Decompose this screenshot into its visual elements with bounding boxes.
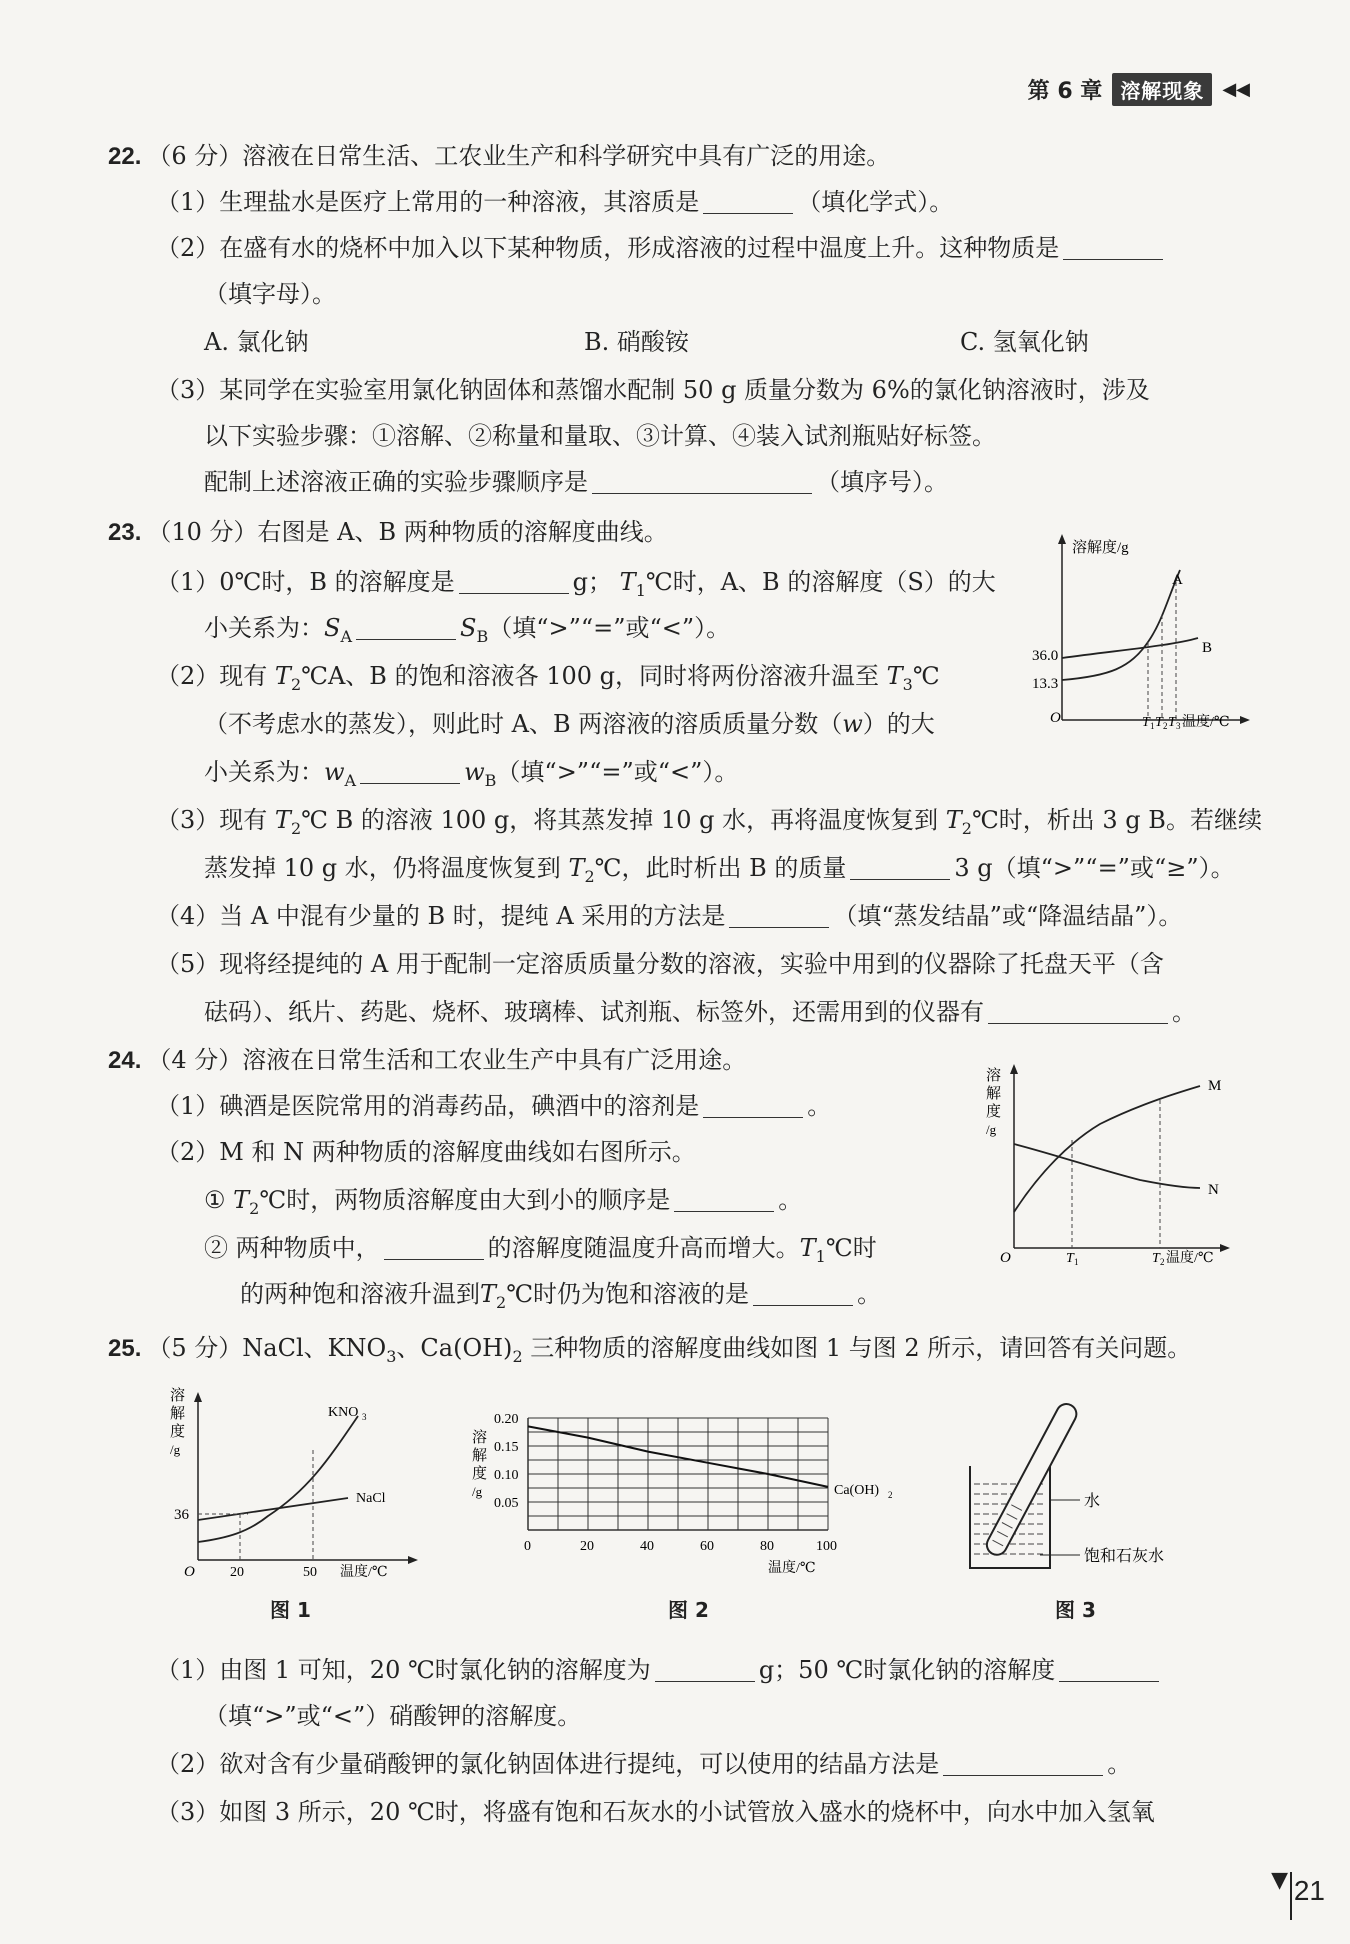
q22-part2 <box>156 228 1167 268</box>
q24-p1-text: （1）碘酒是医院常用的消毒药品，碘酒中的溶剂是 <box>156 1092 700 1120</box>
q23-p3-text4: 蒸发掉 10 g 水，仍将温度恢复到 <box>204 854 561 882</box>
y-tick-label: 0.05 <box>494 1496 519 1511</box>
svg-text:T: T <box>1168 715 1176 730</box>
q22-number: 22. <box>108 143 142 170</box>
y-tick-label: 0.20 <box>494 1412 519 1427</box>
q23-solubility-figure <box>1030 530 1250 730</box>
q23-p3-tail: 3 g（填“>”“=”或“≥”）。 <box>954 854 1235 882</box>
q23-part2-cont <box>204 704 935 744</box>
q25-part1-cont: （填“>”或“<”）硝酸钾的溶解度。 <box>204 1702 582 1730</box>
curve-b <box>1062 638 1198 658</box>
svg-text:温度/℃: 温度/℃ <box>1182 715 1230 730</box>
q23-p2-t: T <box>274 662 291 690</box>
page-header <box>1028 70 1250 108</box>
q22-part3: （3）某同学在实验室用氯化钠固体和蒸馏水配制 50 g 质量分数为 6%的氯化钠溶液时，涉及 <box>156 376 1150 404</box>
q25-stem-c: 三种物质的溶解度曲线如图 1 与图 2 所示，请回答有关问题。 <box>522 1334 1192 1362</box>
q23-wb-sub: B <box>484 770 497 790</box>
q25-stem <box>108 1328 1191 1377</box>
q23-p1-unit: g； <box>572 568 613 596</box>
q23-p1-blank1[interactable] <box>459 567 569 594</box>
page-number: 21 <box>1293 1875 1325 1906</box>
q23-p4-text: （4）当 A 中混有少量的 B 时，提纯 A 采用的方法是 <box>156 902 726 930</box>
q24-s2-t: T <box>799 1234 816 1262</box>
q23-part5: （5）现将经提纯的 A 用于配制一定溶质质量分数的溶液，实验中用到的仪器除了托盘天平（含 <box>156 950 1164 978</box>
q23-p2-blank[interactable] <box>360 757 460 784</box>
q24-s2-blank2[interactable] <box>753 1279 853 1306</box>
q23-part2-answer <box>204 752 738 801</box>
q24-s1-tail: 。 <box>778 1186 803 1214</box>
q24-sub1 <box>204 1180 802 1229</box>
q22-part3-order <box>204 462 948 502</box>
q23-number: 23. <box>108 519 142 546</box>
svg-text:N: N <box>1208 1182 1219 1198</box>
q23-p1-t: T <box>619 568 636 596</box>
q23-part3 <box>156 800 1262 849</box>
svg-text:2: 2 <box>888 1490 893 1500</box>
q23-p1-text3: 小关系为： <box>204 614 324 642</box>
q22-p2-text: （2）在盛有水的烧杯中加入以下某种物质，形成溶液的过程中温度上升。这种物质是 <box>156 234 1060 262</box>
curve-nacl <box>198 1498 348 1520</box>
q23-sb: S <box>460 614 477 642</box>
q24-part2: （2）M 和 N 两种物质的溶解度曲线如右图所示。 <box>156 1138 696 1166</box>
q25-p1-text2: g；50 ℃时氯化钠的溶解度 <box>758 1656 1056 1684</box>
q23-p5-text: 砝码）、纸片、药匙、烧杯、玻璃棒、试剂瓶、标签外，还需用到的仪器有 <box>204 998 984 1026</box>
fig3-caption: 图 3 <box>1055 1598 1096 1622</box>
q25-stem-b: 、Ca(OH) <box>396 1334 513 1362</box>
q25-p1-blank1[interactable] <box>655 1655 755 1682</box>
x-axis-arrow-icon <box>1240 716 1250 724</box>
q23-p2-text: （2）现有 <box>156 662 268 690</box>
double-arrow-icon: ◀◀ <box>1222 78 1250 100</box>
x-tick-label: 60 <box>700 1539 714 1554</box>
q23-p2-t-sub: 2 <box>290 674 302 694</box>
q25-number: 25. <box>108 1335 142 1362</box>
svg-text:T: T <box>1142 715 1150 730</box>
q23-p1-t-sub: 1 <box>635 580 646 600</box>
svg-text:3: 3 <box>1176 721 1181 730</box>
svg-text:溶: 溶 <box>472 1430 488 1446</box>
q23-p3-text2: ℃ B 的溶液 100 g，将其蒸发掉 10 g 水，再将温度恢复到 <box>301 806 939 834</box>
x-tick-label: 100 <box>816 1539 837 1554</box>
q23-fig-curve-b: B <box>1202 640 1213 656</box>
q24-s2-t2: T <box>480 1280 497 1308</box>
q22-part2-tail: （填字母）。 <box>204 280 336 308</box>
q23-p2-text2: ℃A、B 的饱和溶液各 100 g，同时将两份溶液升温至 <box>301 662 879 690</box>
q23-p1-tail: （填“>”“=”或“<”）。 <box>488 614 731 642</box>
fig2-xlabel: 温度/℃ <box>768 1561 816 1576</box>
svg-text:/g: /g <box>472 1484 483 1499</box>
q23-p3-text3: ℃时，析出 3 g B。若继续 <box>971 806 1262 834</box>
q23-p2-tail: （填“>”“=”或“<”）。 <box>496 758 739 786</box>
q23-p3-t: T <box>274 806 291 834</box>
q22-part1 <box>156 182 953 222</box>
q23-p1-blank2[interactable] <box>356 613 456 640</box>
svg-text:温度/℃: 温度/℃ <box>340 1565 388 1580</box>
q23-p3-t3-sub: 2 <box>584 866 595 886</box>
q24-stem-text: （4 分）溶液在日常生活和工农业生产中具有广泛用途。 <box>147 1046 747 1074</box>
svg-text:NaCl: NaCl <box>356 1491 386 1506</box>
y-axis-arrow-icon <box>194 1392 202 1402</box>
q25-p1-text: （1）由图 1 可知，20 ℃时氯化钠的溶解度为 <box>156 1656 651 1684</box>
q22-p1-text: （1）生理盐水是医疗上常用的一种溶液，其溶质是 <box>156 188 700 216</box>
x-axis-arrow-icon <box>408 1556 418 1564</box>
q24-s2-text2: 的溶解度随温度升高而增大。 <box>487 1234 800 1262</box>
q24-sub2-cont <box>240 1274 881 1323</box>
svg-text:解: 解 <box>472 1448 488 1464</box>
svg-text:水: 水 <box>1084 1493 1101 1510</box>
q24-s1-text: ℃时，两物质溶解度由大到小的顺序是 <box>259 1186 671 1214</box>
svg-text:1: 1 <box>1150 721 1155 730</box>
svg-text:T: T <box>1066 1251 1074 1266</box>
q23-stem-text: （10 分）右图是 A、B 两种物质的溶解度曲线。 <box>147 518 668 546</box>
q22-p2-blank[interactable] <box>1063 233 1163 260</box>
q25-stem-a: （5 分）NaCl、KNO <box>147 1334 387 1362</box>
q25-p2-tail: 。 <box>1107 1750 1132 1778</box>
q23-part5-cont <box>204 992 1196 1032</box>
svg-text:3: 3 <box>362 1412 367 1422</box>
y-tick-label: 0.10 <box>494 1468 519 1483</box>
q23-p3-t2-sub: 2 <box>961 818 972 838</box>
q24-solubility-figure <box>980 1052 1240 1270</box>
q23-fig-ylabel: 溶解度/g <box>1072 540 1129 556</box>
q23-p2-celsius: ℃ <box>912 662 940 690</box>
x-axis-arrow-icon <box>1220 1244 1230 1252</box>
q23-p3-t-sub: 2 <box>290 818 302 838</box>
q24-s2-tail: 。 <box>857 1280 882 1308</box>
svg-text:溶: 溶 <box>986 1068 1002 1084</box>
q23-wa-sub: A <box>344 770 357 790</box>
page-marker-icon: ▼ <box>1271 1868 1288 1893</box>
svg-text:2: 2 <box>1163 721 1168 730</box>
svg-text:T: T <box>1155 715 1163 730</box>
svg-text:50: 50 <box>303 1565 317 1580</box>
q23-sb-sub: B <box>476 626 489 646</box>
q22-p3-text: 配制上述溶液正确的实验步骤顺序是 <box>204 468 588 496</box>
q23-stem <box>108 512 668 553</box>
q23-p2-text5: 小关系为： <box>204 758 324 786</box>
chapter-title: 溶解现象 <box>1112 73 1212 106</box>
q23-p3-t2: T <box>945 806 962 834</box>
q24-p1-blank[interactable] <box>703 1091 803 1118</box>
fig2-caption: 图 2 <box>668 1598 709 1622</box>
q23-wa: w <box>324 758 345 786</box>
curve-kno3 <box>198 1416 358 1542</box>
q23-fig-v1: 36.0 <box>1032 648 1059 664</box>
q22-option-b: B. 硝酸铵 <box>584 328 689 356</box>
svg-text:度: 度 <box>170 1424 186 1440</box>
q23-sa: S <box>324 614 341 642</box>
q22-option-c: C. 氢氧化钠 <box>960 328 1089 356</box>
q23-p2-t3: T <box>886 662 903 690</box>
q22-p1-blank[interactable] <box>703 187 793 214</box>
q22-part3-steps: 以下实验步骤：①溶解、②称量和量取、③计算、④装入试剂瓶贴好标签。 <box>204 422 996 450</box>
q24-s1-num: ① <box>204 1186 226 1214</box>
svg-text:M: M <box>1208 1078 1222 1094</box>
q25-p1-blank2[interactable] <box>1059 1655 1159 1682</box>
caoh2-label: Ca(OH) <box>834 1483 880 1498</box>
q25-figure-2 <box>468 1400 928 1590</box>
curve-m <box>1014 1086 1200 1212</box>
q25-part3: （3）如图 3 所示，20 ℃时，将盛有饱和石灰水的小试管放入盛水的烧杯中，向水中加入氢氧 <box>156 1798 1155 1826</box>
svg-text:溶: 溶 <box>170 1388 186 1404</box>
q24-stem <box>108 1040 746 1081</box>
svg-text:温度/℃: 温度/℃ <box>1166 1251 1214 1266</box>
q24-p1-tail: 。 <box>807 1092 832 1120</box>
svg-text:20: 20 <box>230 1565 244 1580</box>
curve-n <box>1014 1144 1200 1188</box>
q24-s2-t-sub: 1 <box>815 1246 826 1266</box>
x-tick-label: 20 <box>580 1539 594 1554</box>
q22-p3-tail: （填序号）。 <box>816 468 948 496</box>
q24-s2-t2-sub: 2 <box>496 1292 507 1312</box>
q24-s2-text3: ℃时 <box>825 1234 877 1262</box>
q23-p2-w: w <box>842 710 863 738</box>
q24-s2-text4: 的两种饱和溶液升温到 <box>240 1280 480 1308</box>
q23-p4-blank[interactable] <box>729 901 829 928</box>
q23-p2-text4: ）的大 <box>862 710 935 738</box>
svg-text:/g: /g <box>986 1122 997 1137</box>
q22-stem <box>108 136 890 177</box>
q25-p2-text: （2）欲对含有少量硝酸钾的氯化钠固体进行提纯，可以使用的结晶方法是 <box>156 1750 940 1778</box>
q22-stem-text: （6 分）溶液在日常生活、工农业生产和科学研究中具有广泛的用途。 <box>147 142 891 170</box>
q23-p4-tail: （填“蒸发结晶”或“降温结晶”）。 <box>833 902 1183 930</box>
y-axis-arrow-icon <box>1010 1064 1018 1074</box>
q23-p3-blank[interactable] <box>850 853 950 880</box>
q25-stem-sub2: 2 <box>512 1346 523 1366</box>
page-divider <box>1290 1872 1292 1920</box>
q23-p5-tail: 。 <box>1172 998 1196 1026</box>
svg-text:KNO: KNO <box>328 1405 359 1420</box>
svg-text:解: 解 <box>986 1086 1002 1102</box>
q24-s2-blank1[interactable] <box>384 1233 484 1260</box>
x-tick-label: 40 <box>640 1539 654 1554</box>
q23-fig-curve-a: A <box>1172 572 1183 588</box>
q23-fig-origin: O <box>1050 710 1061 726</box>
svg-text:O: O <box>184 1564 195 1580</box>
x-tick-label: 80 <box>760 1539 774 1554</box>
q24-s1-t: T <box>233 1186 250 1214</box>
fig1-caption: 图 1 <box>270 1598 311 1622</box>
q25-figure-3 <box>960 1380 1220 1580</box>
q24-number: 24. <box>108 1047 142 1074</box>
svg-text:度: 度 <box>986 1104 1002 1120</box>
svg-text:2: 2 <box>1160 1257 1165 1267</box>
q22-p3-blank[interactable] <box>592 467 812 494</box>
svg-text:O: O <box>1000 1250 1011 1266</box>
chapter-label: 第 6 章 <box>1027 78 1103 104</box>
q23-p1-text: （1）0℃时，B 的溶解度是 <box>156 568 455 596</box>
q25-stem-sub1: 3 <box>386 1346 397 1366</box>
q23-part4 <box>156 896 1182 936</box>
q23-p2-t3-sub: 3 <box>902 674 913 694</box>
q24-s1-blank[interactable] <box>674 1185 774 1212</box>
q22-option-a: A. 氯化钠 <box>204 328 309 356</box>
q25-part2 <box>156 1744 1131 1784</box>
q23-p3-text5: ℃，此时析出 B 的质量 <box>594 854 847 882</box>
svg-text:1: 1 <box>1074 1257 1079 1267</box>
q25-figure-1 <box>168 1380 428 1580</box>
svg-text:度: 度 <box>472 1466 488 1482</box>
q23-fig-v2: 13.3 <box>1032 676 1059 692</box>
q23-part1 <box>156 562 996 611</box>
y-axis-arrow-icon <box>1058 534 1066 544</box>
y-tick-label: 0.15 <box>494 1440 519 1455</box>
q23-p2-text3: （不考虑水的蒸发），则此时 A、B 两溶液的溶质质量分数（ <box>204 710 843 738</box>
q24-part1 <box>156 1086 831 1126</box>
q23-p1-text2: ℃时，A、B 的溶解度（S）的大 <box>645 568 996 596</box>
x-tick-label: 0 <box>524 1539 531 1554</box>
q23-p3-t3: T <box>568 854 585 882</box>
q25-p2-blank[interactable] <box>943 1749 1103 1776</box>
q23-part1-cont <box>204 608 730 657</box>
q23-p5-blank[interactable] <box>988 997 1168 1024</box>
test-tube <box>983 1401 1080 1559</box>
q25-part1 <box>156 1650 1163 1690</box>
q23-sa-sub: A <box>340 626 353 646</box>
q23-wb: w <box>464 758 485 786</box>
svg-text:饱和石灰水: 饱和石灰水 <box>1084 1548 1165 1565</box>
q24-s2-text5: ℃时仍为饱和溶液的是 <box>506 1280 750 1308</box>
svg-text:T: T <box>1152 1251 1160 1266</box>
q24-sub2 <box>204 1228 877 1277</box>
q24-s2-text: ② 两种物质中， <box>204 1234 380 1262</box>
svg-text:/g: /g <box>170 1442 181 1457</box>
svg-text:36: 36 <box>174 1507 189 1523</box>
q23-part2 <box>156 656 940 705</box>
q23-part3-cont <box>204 848 1235 897</box>
q22-p1-tail: （填化学式）。 <box>797 188 954 216</box>
svg-text:解: 解 <box>170 1406 186 1422</box>
q24-s1-t-sub: 2 <box>249 1198 260 1218</box>
q23-p3-text: （3）现有 <box>156 806 268 834</box>
